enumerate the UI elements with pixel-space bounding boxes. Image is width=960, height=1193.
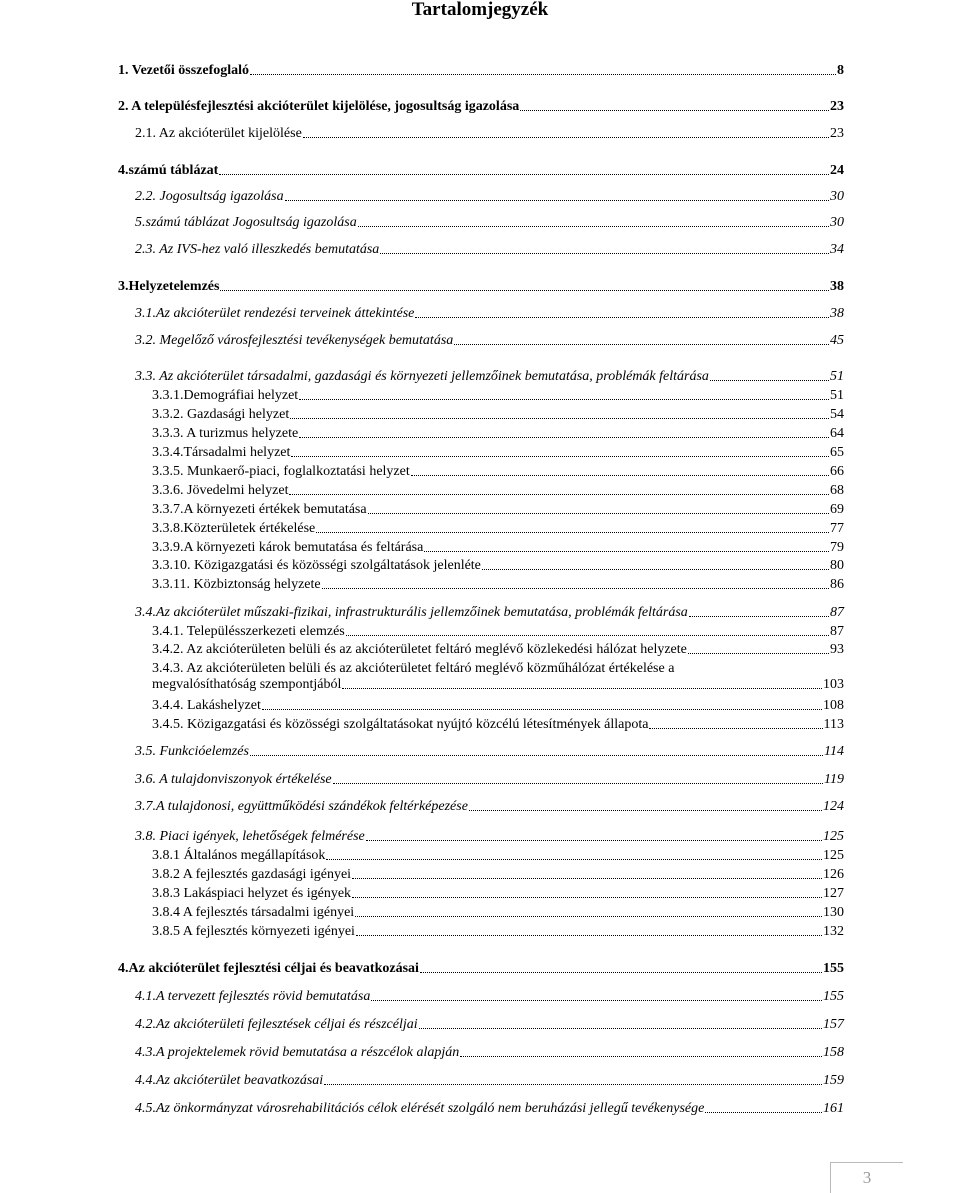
toc-entry[interactable] <box>152 717 844 733</box>
toc-entry[interactable] <box>152 558 844 574</box>
toc-leader <box>299 436 829 438</box>
toc-label: 3.3.2. Gazdasági helyzet <box>152 407 290 422</box>
toc-label: 3.3.4.Társadalmi helyzet <box>152 445 291 460</box>
toc-page: 125 <box>823 848 844 863</box>
toc-page: 54 <box>830 407 844 422</box>
toc-leader <box>424 550 829 552</box>
toc-page: 93 <box>830 642 844 657</box>
toc-label: 3.8.5 A fejlesztés környezeti igényei <box>152 924 355 939</box>
toc-leader <box>710 379 829 381</box>
toc-label: 2. A településfejlesztési akcióterület kijelölése, jogosultság igazolása <box>118 99 520 114</box>
toc-entry[interactable] <box>152 867 844 883</box>
toc-page: 159 <box>823 1073 844 1088</box>
toc-label: 4.1.A tervezett fejlesztés rövid bemutatása <box>135 989 371 1004</box>
toc-entry[interactable] <box>152 642 844 658</box>
toc-leader <box>303 136 829 138</box>
toc-label: 2.1. Az akcióterület kijelölése <box>135 126 302 141</box>
toc-page: 79 <box>830 540 844 555</box>
toc-label: 2.2. Jogosultság igazolása <box>135 189 284 204</box>
toc-page: 155 <box>823 989 844 1004</box>
toc-label: 3.3.10. Közigazgatási és közösségi szolgáltatások jelenléte <box>152 558 481 573</box>
toc-entry[interactable] <box>152 886 844 902</box>
toc-entry[interactable] <box>135 306 844 322</box>
toc-page: 125 <box>823 829 844 844</box>
toc-leader <box>342 687 822 689</box>
toc-label: 3.8. Piaci igények, lehetőségek felmérése <box>135 829 365 844</box>
toc-leader <box>250 754 823 756</box>
toc-label: 3.3.8.Közterületek értékelése <box>152 521 316 536</box>
toc-entry[interactable] <box>135 829 844 845</box>
toc-page: 38 <box>830 279 844 294</box>
toc-entry[interactable] <box>152 624 844 640</box>
toc-entry[interactable] <box>118 99 844 115</box>
toc-leader <box>649 727 822 729</box>
toc-leader <box>415 316 829 318</box>
toc-entry[interactable] <box>135 369 844 385</box>
toc-label: 3.3. Az akcióterület társadalmi, gazdasági és környezeti jellemzőinek bemutatása, problémák feltárása <box>135 369 709 384</box>
toc-page: 51 <box>830 369 844 384</box>
toc-page: 24 <box>830 163 844 178</box>
toc-leader <box>333 782 823 784</box>
toc-label: 4.Az akcióterület fejlesztési céljai és beavatkozásai <box>118 961 419 976</box>
toc-page: 113 <box>823 717 844 732</box>
toc-label: 3.8.1 Általános megállapítások <box>152 848 326 863</box>
toc-entry[interactable] <box>118 163 844 179</box>
toc-page: 103 <box>823 677 844 692</box>
toc-page: 68 <box>830 483 844 498</box>
page-title: Tartalomjegyzék <box>411 0 549 20</box>
toc-entry[interactable] <box>152 388 844 404</box>
toc-entry[interactable] <box>152 502 844 518</box>
toc-page: 69 <box>830 502 844 517</box>
toc-leader <box>419 1027 822 1029</box>
toc-page: 158 <box>823 1045 844 1060</box>
toc-label: 3.8.4 A fejlesztés társadalmi igényei <box>152 905 355 920</box>
toc-leader <box>689 615 829 617</box>
toc-entry[interactable] <box>135 1101 844 1117</box>
toc-entry[interactable] <box>152 426 844 442</box>
toc-entry[interactable] <box>135 126 844 142</box>
toc-entry[interactable] <box>118 279 844 295</box>
toc-leader <box>250 73 836 75</box>
toc-leader <box>366 839 822 841</box>
toc-label: 3.3.9.A környezeti károk bemutatása és feltárása <box>152 540 424 555</box>
toc-entry[interactable] <box>152 540 844 556</box>
toc-label: 3.3.6. Jövedelmi helyzet <box>152 483 289 498</box>
toc-leader <box>324 1083 822 1085</box>
toc-label: 4.3.A projektelemek rövid bemutatása a részcélok alapján <box>135 1045 460 1060</box>
toc-page: 130 <box>823 905 844 920</box>
toc-label: megvalósíthatóság szempontjából <box>152 677 342 692</box>
toc-page: 114 <box>824 744 844 759</box>
toc-entry[interactable] <box>135 772 844 788</box>
toc-label: 3.2. Megelőző városfejlesztési tevékenységek bemutatása <box>135 333 454 348</box>
toc-entry[interactable] <box>118 961 844 977</box>
toc-leader <box>299 398 829 400</box>
toc-leader <box>368 512 829 514</box>
toc-leader <box>371 999 822 1001</box>
toc-label: 3.6. A tulajdonviszonyok értékelése <box>135 772 332 787</box>
toc-leader <box>322 587 829 589</box>
toc-entry[interactable] <box>118 63 844 79</box>
toc-entry[interactable] <box>135 189 844 205</box>
toc-page: 80 <box>830 558 844 573</box>
toc-leader <box>220 289 829 291</box>
toc-page: 8 <box>837 63 844 78</box>
toc-entry[interactable] <box>135 989 844 1005</box>
toc-entry[interactable] <box>152 521 844 537</box>
toc-label: 3.3.11. Közbiztonság helyzete <box>152 577 321 592</box>
toc-label: 3.4.1. Településszerkezeti elemzés <box>152 624 345 639</box>
toc-label: 3.8.2 A fejlesztés gazdasági igényei <box>152 867 352 882</box>
toc-entry[interactable] <box>152 445 844 461</box>
toc-page: 64 <box>830 426 844 441</box>
toc-page: 45 <box>830 333 844 348</box>
toc-label: 3.4.Az akcióterület műszaki-fizikai, infrastrukturális jellemzőinek bemutatása, problémák feltárása <box>135 605 688 620</box>
toc-label: 3.1.Az akcióterület rendezési terveinek áttekintése <box>135 306 415 321</box>
toc-entry-wrapped[interactable] <box>152 661 844 693</box>
toc-label: 4.4.Az akcióterület beavatkozásai <box>135 1073 324 1088</box>
toc-leader <box>262 708 822 710</box>
toc-entry[interactable] <box>152 905 844 921</box>
toc-page: 77 <box>830 521 844 536</box>
toc-entry[interactable] <box>152 464 844 480</box>
toc-page: 51 <box>830 388 844 403</box>
toc-label: 4.2.Az akcióterületi fejlesztések céljai és részcéljai <box>135 1017 418 1032</box>
toc-page: 155 <box>823 961 844 976</box>
toc-leader <box>285 199 829 201</box>
toc-entry[interactable] <box>135 1045 844 1061</box>
toc-label: 2.3. Az IVS-hez való illeszkedés bemutatása <box>135 242 380 257</box>
toc-entry[interactable] <box>135 333 844 349</box>
toc-label-continuation <box>152 677 844 693</box>
toc-label: 3.4.3. Az akcióterületen belüli és az akcióterületet feltáró meglévő közműhálózat értékelése a <box>152 661 675 676</box>
toc-leader <box>290 417 829 419</box>
toc-entry[interactable] <box>135 215 844 231</box>
toc-page: 124 <box>823 799 844 814</box>
toc-leader <box>482 568 829 570</box>
toc-label: 3.Helyzetelemzés <box>118 279 220 294</box>
toc-leader <box>289 493 829 495</box>
toc-entry[interactable] <box>152 577 844 593</box>
toc-label: 5.számú táblázat Jogosultság igazolása <box>135 215 357 230</box>
toc-page: 126 <box>823 867 844 882</box>
toc-label: 3.8.3 Lakáspiaci helyzet és igények <box>152 886 352 901</box>
toc-page: 23 <box>830 99 844 114</box>
toc-page: 157 <box>823 1017 844 1032</box>
toc-label: 1. Vezetői összefoglaló <box>118 63 250 78</box>
toc-page: 87 <box>830 624 844 639</box>
toc-leader <box>326 858 822 860</box>
toc-leader <box>358 225 829 227</box>
toc-label: 3.5. Funkcióelemzés <box>135 744 249 759</box>
toc-page: 87 <box>830 605 844 620</box>
toc-leader <box>420 971 822 973</box>
toc-entry[interactable] <box>135 1073 844 1089</box>
toc-page: 23 <box>830 126 844 141</box>
toc-entry[interactable] <box>135 605 844 621</box>
toc-page: 161 <box>823 1101 844 1116</box>
toc-entry[interactable] <box>152 407 844 423</box>
toc-entry[interactable] <box>135 799 844 815</box>
toc-label: 3.3.5. Munkaerő-piaci, foglalkoztatási helyzet <box>152 464 410 479</box>
toc-leader <box>219 173 829 175</box>
toc-page: 127 <box>823 886 844 901</box>
toc-entry[interactable] <box>152 698 844 714</box>
toc-leader <box>355 915 822 917</box>
toc-entry[interactable] <box>152 483 844 499</box>
toc-label: 3.3.7.A környezeti értékek bemutatása <box>152 502 367 517</box>
toc-label: 3.4.4. Lakáshelyzet <box>152 698 261 713</box>
toc-leader <box>460 1055 822 1057</box>
toc-leader <box>380 252 829 254</box>
toc-entry[interactable] <box>135 1017 844 1033</box>
toc-page: 30 <box>830 189 844 204</box>
toc-label: 3.4.5. Közigazgatási és közösségi szolgáltatásokat nyújtó közcélú létesítmények állapota <box>152 717 649 732</box>
toc-page: 108 <box>823 698 844 713</box>
toc-leader <box>352 877 822 879</box>
toc-entry[interactable] <box>135 744 844 760</box>
page-number: 3 <box>830 1162 903 1193</box>
toc-entry[interactable] <box>152 924 844 940</box>
toc-page: 86 <box>830 577 844 592</box>
toc-label: 3.3.3. A turizmus helyzete <box>152 426 299 441</box>
toc-leader <box>411 474 829 476</box>
toc-leader <box>356 934 822 936</box>
toc-page: 65 <box>830 445 844 460</box>
toc-entry[interactable] <box>152 848 844 864</box>
toc-page: 119 <box>824 772 844 787</box>
toc-leader <box>469 809 822 811</box>
toc-leader <box>688 652 829 654</box>
toc-leader <box>520 109 829 111</box>
toc-leader <box>346 634 829 636</box>
toc-leader <box>352 896 822 898</box>
toc-leader <box>454 343 829 345</box>
toc-leader <box>316 531 829 533</box>
toc-page: 66 <box>830 464 844 479</box>
toc-label: 3.3.1.Demográfiai helyzet <box>152 388 299 403</box>
toc-label: 3.4.2. Az akcióterületen belüli és az akcióterületet feltáró meglévő közlekedési hálózat helyzete <box>152 642 687 657</box>
toc-entry[interactable] <box>135 242 844 258</box>
toc-leader <box>291 455 829 457</box>
toc-page: 132 <box>823 924 844 939</box>
toc-label: 4.5.Az önkormányzat városrehabilitációs célok elérését szolgáló nem beruházási jellegű tevékenysége <box>135 1101 705 1116</box>
toc-label: 4.számú táblázat <box>118 163 219 178</box>
toc-label: 3.7.A tulajdonosi, együttműködési szándékok feltérképezése <box>135 799 468 814</box>
toc-page: 30 <box>830 215 844 230</box>
toc-page: 34 <box>830 242 844 257</box>
toc-page: 38 <box>830 306 844 321</box>
toc-leader <box>705 1111 822 1113</box>
